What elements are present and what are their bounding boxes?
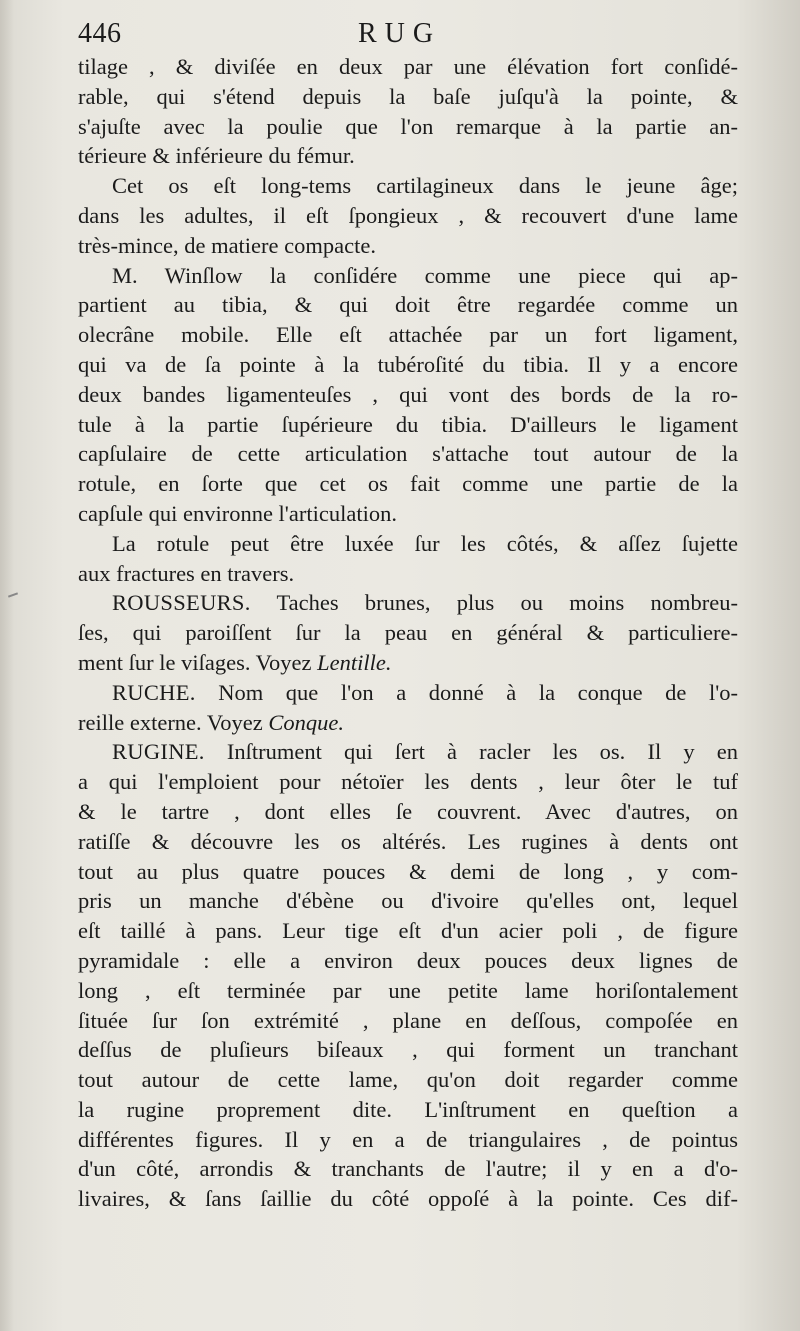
text-line: s'ajuſte avec la poulie que l'on remarque à la partie an-	[78, 113, 738, 139]
entry-first-line	[78, 737, 738, 767]
text-line: pyramidale : elle a environ deux pouces deux lignes de	[78, 947, 738, 973]
text-line: aux fractures en travers.	[78, 560, 295, 586]
cross-reference: Lentille.	[317, 649, 392, 675]
page-number: 446	[78, 18, 122, 49]
text-line	[78, 648, 738, 678]
entry-text: reille externe. Voyez	[78, 709, 269, 735]
text-line: tout autour de cette lame, qu'on doit regarder comme	[78, 1067, 738, 1093]
page-edge-shadow	[0, 0, 14, 1331]
text-line: deux bandes ligamenteuſes , qui vont des bords de la ro-	[78, 381, 738, 407]
text-line: tilage , & diviſée en deux par une élévation fort conſidé-	[78, 54, 738, 79]
text-line: qui va de ſa pointe à la tubéroſité du tibia. Il y a encore	[78, 351, 738, 377]
text-line: capſulaire de cette articulation s'attache tout autour de la	[78, 441, 738, 467]
text-line: a qui l'emploient pour nétoïer les dents , leur ôter le tuf	[78, 769, 738, 795]
text-line: & le tartre , dont elles ſe couvrent. Avec d'autres, on	[78, 798, 738, 824]
text-line: La rotule peut être luxée ſur les côtés, & aſſez ſujette	[112, 530, 738, 556]
entry-text: Inſtrument qui ſert à racler les os. Il y en	[204, 739, 738, 765]
text-line: livaires, & ſans ſaillie du côté oppoſé à la pointe. Ces dif-	[78, 1186, 738, 1212]
text-line: térieure & inférieure du fémur.	[78, 143, 355, 169]
text-line: rotule, en ſorte que cet os fait comme une partie de la	[78, 471, 738, 497]
running-title: RUG	[358, 18, 442, 49]
text-line: pris un manche d'ébène ou d'ivoire qu'elles ont, lequel	[78, 888, 738, 914]
text-line: M. Winſlow la conſidére comme une piece qui ap-	[112, 262, 738, 288]
text-line: tule à la partie ſupérieure du tibia. D'ailleurs le ligament	[78, 411, 738, 437]
entry-text: Taches brunes, plus ou moins nombreu-	[250, 590, 738, 616]
text-line: rable, qui s'étend depuis la baſe juſqu'à la pointe, &	[78, 83, 738, 109]
text-line: olecrâne mobile. Elle eſt attachée par un fort ligament,	[78, 322, 738, 348]
text-line: la rugine proprement dite. L'inſtrument en queſtion a	[78, 1096, 738, 1122]
entry-term: RUGINE.	[112, 739, 205, 765]
text-line: ſes, qui paroiſſent ſur la peau en général & particuliere-	[78, 620, 738, 646]
text-line: long , eſt terminée par une petite lame horiſontalement	[78, 977, 738, 1003]
text-line: très-mince, de matiere compacte.	[78, 232, 376, 258]
text-line: Cet os eſt long-tems cartilagineux dans le jeune âge;	[112, 173, 738, 199]
cross-reference: Conque.	[268, 709, 344, 735]
text-line	[78, 708, 738, 738]
text-line: dans les adultes, il eſt ſpongieux , & recouvert d'une lame	[78, 202, 738, 228]
text-line: ſituée ſur ſon extrémité , plane en deſſous, compoſée en	[78, 1007, 738, 1033]
entry-text: ment ſur le viſages. Voyez	[78, 649, 318, 675]
text-line: ratiſſe & découvre les os altérés. Les rugines à dents ont	[78, 828, 738, 854]
text-line: d'un côté, arrondis & tranchants de l'autre; il y en a d'o-	[78, 1156, 738, 1182]
text-line: différentes figures. Il y en a de triangulaires , de pointus	[78, 1126, 738, 1152]
text-line: deſſus de pluſieurs biſeaux , qui forment un tranchant	[78, 1037, 738, 1063]
entry-first-line	[78, 678, 738, 708]
entry-first-line	[78, 588, 738, 618]
entry-text: Nom que l'on a donné à la conque de l'o-	[195, 679, 738, 705]
entry-term: ROUSSEURS.	[112, 590, 251, 616]
body-text	[78, 52, 738, 1214]
text-line: tout au plus quatre pouces & demi de long , y com-	[78, 858, 738, 884]
text-line: capſule qui environne l'articulation.	[78, 500, 397, 526]
text-line: eſt taillé à pans. Leur tige eſt d'un acier poli , de figure	[78, 918, 738, 944]
text-line: partient au tibia, & qui doit être regardée comme un	[78, 292, 738, 318]
entry-term: RUCHE.	[112, 679, 196, 705]
